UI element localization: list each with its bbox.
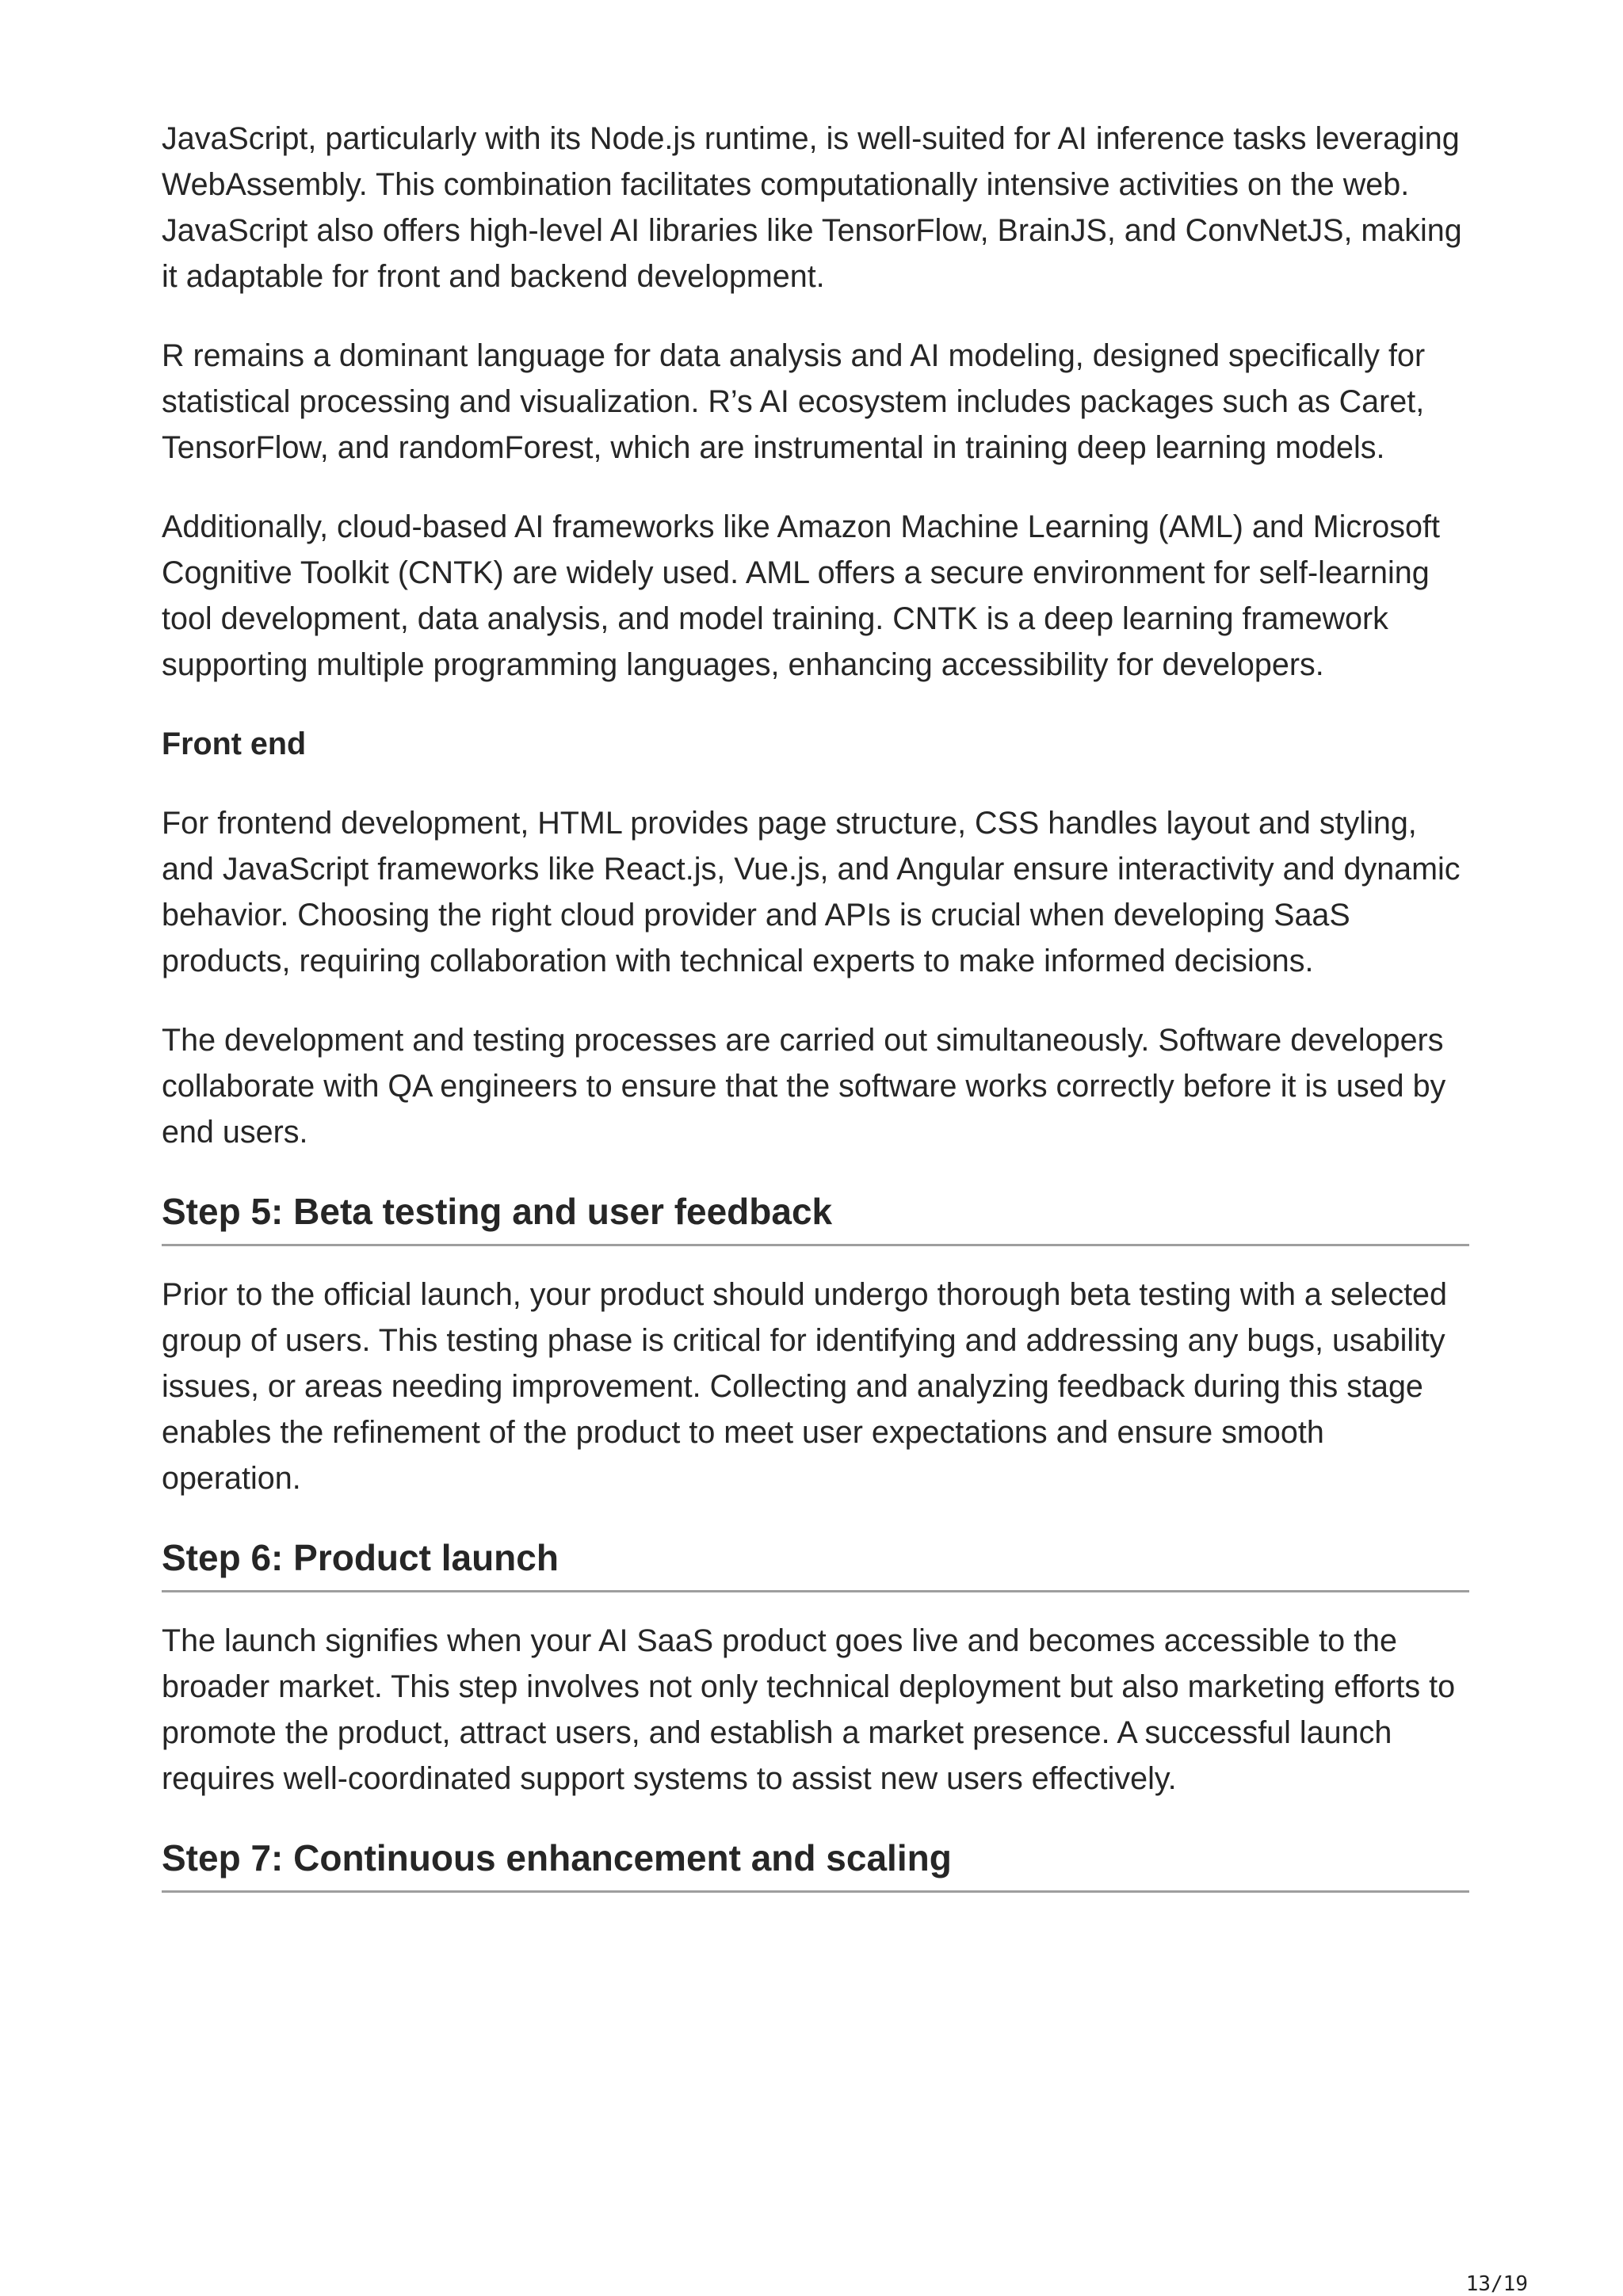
paragraph-javascript: JavaScript, particularly with its Node.js runtime, is well-suited for AI inference tasks leveraging WebAssembly. This combination facilitates computationally intensive activities on the web. JavaScript also offers high-level AI libraries like TensorFlow, BrainJS, and ConvNetJS, making it adaptable for front and backend development. <box>162 121 1462 294</box>
paragraph-development-testing: The development and testing processes are carried out simultaneously. Software developers collaborate with QA engineers to ensure that the software works correctly before it is used by end users. <box>162 1023 1446 1150</box>
paragraph-step-5: Prior to the official launch, your product should undergo thorough beta testing with a selected group of users. This testing phase is critical for identifying and addressing any bugs, usability issues, or areas needing improvement. Collecting and analyzing feedback during this stage enables the refinement of the product to meet user expectations and ensure smooth operation. <box>162 1277 1447 1496</box>
paragraph-step-6: The launch signifies when your AI SaaS product goes live and becomes accessible to the broader market. This step involves not only technical deployment but also marketing efforts to promote the product, attract users, and establish a market presence. A successful launch requires well-coordinated support systems to assist new users effectively. <box>162 1623 1456 1796</box>
heading-step-6: Step 6: Product launch <box>162 1535 1469 1592</box>
paragraph-frontend-development: For frontend development, HTML provides page structure, CSS handles layout and styling, and JavaScript frameworks like React.js, Vue.js, and Angular ensure interactivity and dynamic behavior. Choosing the right cloud provider and APIs is crucial when developing SaaS products, requiring collaboration with technical experts to make informed decisions. <box>162 806 1461 978</box>
document-body <box>162 116 1469 1918</box>
paragraph-cloud-frameworks: Additionally, cloud-based AI frameworks like Amazon Machine Learning (AML) and Microsoft Cognitive Toolkit (CNTK) are widely used. AML offers a secure environment for self-learning tool development, data analysis, and model training. CNTK is a deep learning framework supporting multiple programming languages, enhancing accessibility for developers. <box>162 509 1440 682</box>
subheading-front-end: Front end <box>162 727 307 761</box>
paragraph-r-language: R remains a dominant language for data analysis and AI modeling, designed specifically for statistical processing and visualization. R’s AI ecosystem includes packages such as Caret, TensorFlow, and randomForest, which are instrumental in training deep learning models. <box>162 338 1426 465</box>
heading-step-7: Step 7: Continuous enhancement and scaling <box>162 1835 1469 1893</box>
page-number: 13/19 <box>1465 2272 1528 2296</box>
heading-step-5: Step 5: Beta testing and user feedback <box>162 1188 1469 1246</box>
